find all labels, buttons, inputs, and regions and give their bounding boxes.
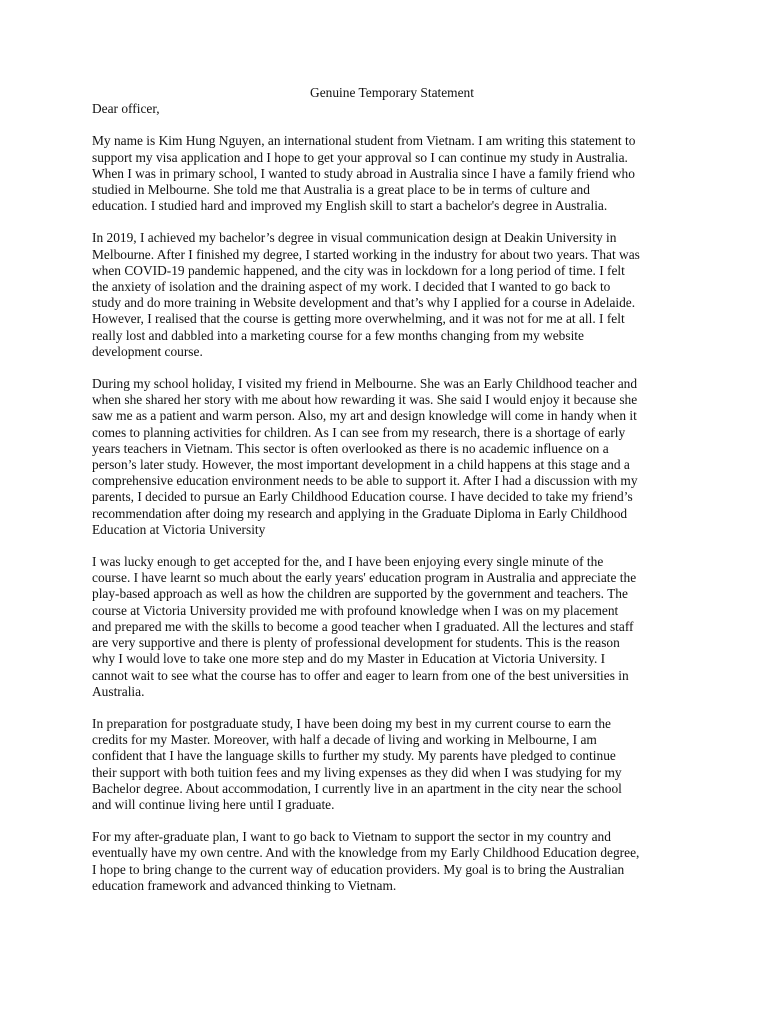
text-line: Australia. bbox=[92, 683, 145, 699]
text-line: cannot wait to see what the course has to offer and eager to learn from one of the best universities in bbox=[92, 667, 629, 683]
text-line: development course. bbox=[92, 343, 203, 359]
text-line: their support with both tuition fees and my living expenses as they did when I was studying for my bbox=[92, 764, 622, 780]
text-line: comes to planning activities for children. As I can see from my research, there is a shortage of early bbox=[92, 424, 626, 440]
text-line: In 2019, I achieved my bachelor’s degree in visual communication design at Deakin University in bbox=[92, 230, 617, 246]
text-line: eventually have my own centre. And with the knowledge from my Early Childhood Education degree, bbox=[92, 845, 640, 861]
document-body bbox=[92, 133, 692, 894]
paragraph-6 bbox=[92, 829, 692, 894]
paragraph-3 bbox=[92, 376, 692, 538]
text-line: credits for my Master. Moreover, with half a decade of living and working in Melbourne, I am bbox=[92, 732, 597, 748]
text-line: My name is Kim Hung Nguyen, an international student from Vietnam. I am writing this statement to bbox=[92, 133, 636, 149]
text-line: When I was in primary school, I wanted to study abroad in Australia since I have a family friend who bbox=[92, 165, 635, 181]
text-line: study and do more training in Website development and that’s why I applied for a course in Adelaide. bbox=[92, 295, 636, 311]
text-line: and prepared me with the skills to become a good teacher when I graduated. All the lectures and staff bbox=[92, 618, 634, 634]
text-line: support my visa application and I hope to get your approval so I can continue my study in Australia. bbox=[92, 149, 628, 165]
text-line: why I would love to take one more step and do my Master in Education at Victoria University. I bbox=[92, 651, 606, 667]
text-line: and will continue living here until I graduate. bbox=[92, 796, 335, 812]
text-line: years teachers in Vietnam. This sector is often overlooked as there is no academic influence on a bbox=[92, 440, 609, 456]
text-line: are very supportive and there is plenty of professional development for students. This is the reason bbox=[92, 635, 620, 651]
text-line: the anxiety of isolation and the draining aspect of my work. I decided that I wanted to go back to bbox=[92, 279, 611, 295]
paragraph-5 bbox=[92, 716, 692, 813]
text-line: education framework and advanced thinking to Vietnam. bbox=[92, 877, 397, 893]
text-line: In preparation for postgraduate study, I have been doing my best in my current course to earn the bbox=[92, 715, 611, 731]
text-line: recommendation after doing my research and applying in the Graduate Diploma in Early Childhood bbox=[92, 505, 628, 521]
text-line: Education at Victoria University bbox=[92, 521, 266, 537]
text-line: I hope to bring change to the current way of education providers. My goal is to bring the Australian bbox=[92, 861, 625, 877]
text-line: education. I studied hard and improved my English skill to start a bachelor's degree in Australia. bbox=[92, 198, 608, 214]
text-line: studied in Melbourne. She told me that Australia is a great place to be in terms of culture and bbox=[92, 182, 590, 198]
text-line: person’s later study. However, the most important development in a child happens at this stage and a bbox=[92, 457, 630, 473]
text-line: play-based approach as well as how the children are supported by the government and teachers. The bbox=[92, 586, 628, 602]
text-line: Bachelor degree. About accommodation, I currently live in an apartment in the city near the school bbox=[92, 780, 622, 796]
text-line: confident that I have the language skills to further my study. My parents have pledged to continue bbox=[92, 748, 616, 764]
text-line: course. I have learnt so much about the early years' education program in Australia and appreciate the bbox=[92, 570, 637, 586]
document-title: Genuine Temporary Statement bbox=[310, 85, 474, 100]
text-line: when COVID-19 pandemic happened, and the city was in lockdown for a long period of time. I felt bbox=[92, 262, 625, 278]
paragraph-1 bbox=[92, 133, 692, 214]
text-line: course at Victoria University provided me with profound knowledge when I was on my placement bbox=[92, 602, 619, 618]
text-line: parents, I decided to pursue an Early Childhood Education course. I have decided to take my friend’s bbox=[92, 489, 633, 505]
text-line: However, I realised that the course is getting more overwhelming, and it was not for me at all. I felt bbox=[92, 311, 625, 327]
text-line: saw me as a patient and warm person. Also, my art and design knowledge will come in handy when it bbox=[92, 408, 637, 424]
text-line: For my after-graduate plan, I want to go back to Vietnam to support the sector in my country and bbox=[92, 829, 611, 845]
text-line: I was lucky enough to get accepted for the, and I have been enjoying every single minute of the bbox=[92, 554, 604, 570]
document-page bbox=[92, 85, 692, 910]
paragraph-2 bbox=[92, 230, 692, 360]
text-line: really lost and dabbled into a marketing course for a few months changing from my website bbox=[92, 327, 584, 343]
text-line: when she shared her story with me about how rewarding it was. She said I would enjoy it because she bbox=[92, 392, 638, 408]
text-line: During my school holiday, I visited my friend in Melbourne. She was an Early Childhood teacher and bbox=[92, 376, 638, 392]
salutation: Dear officer, bbox=[92, 101, 160, 117]
text-line: Melbourne. After I finished my degree, I started working in the industry for about two years. That was bbox=[92, 246, 640, 262]
paragraph-4 bbox=[92, 554, 692, 700]
text-line: comprehensive education environment needs to be able to support it. After I had a discussion with my bbox=[92, 473, 638, 489]
